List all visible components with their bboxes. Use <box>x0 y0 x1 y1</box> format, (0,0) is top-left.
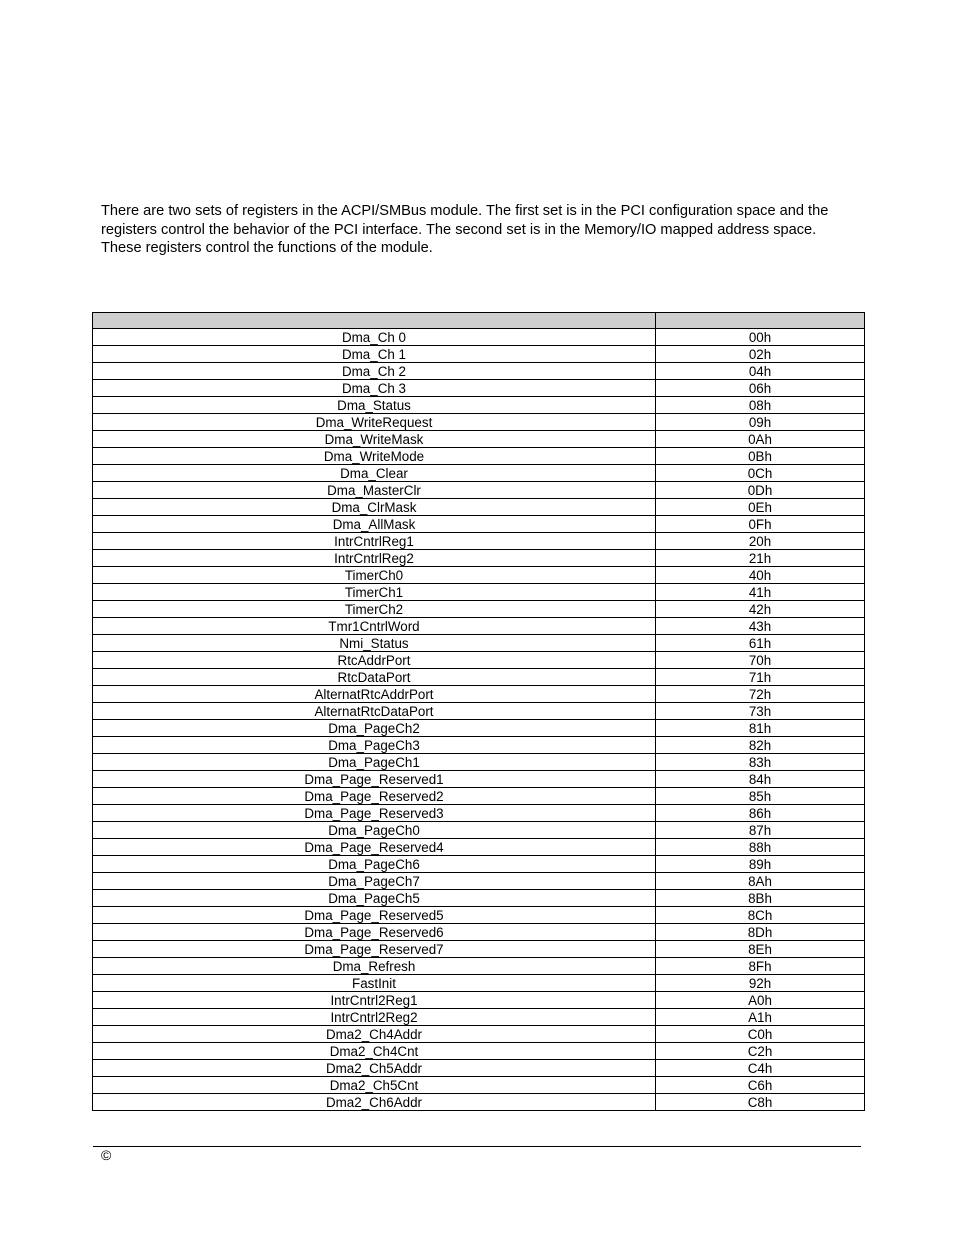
register-name-cell: Dma_Ch 2 <box>93 363 656 380</box>
register-offset-cell: 72h <box>656 686 865 703</box>
register-offset-cell: C8h <box>656 1094 865 1111</box>
table-row <box>93 703 865 720</box>
register-offset-cell: 43h <box>656 618 865 635</box>
table-row <box>93 499 865 516</box>
table-row <box>93 992 865 1009</box>
table-row <box>93 550 865 567</box>
table-row <box>93 1077 865 1094</box>
register-name-cell: TimerCh2 <box>93 601 656 618</box>
footer-divider <box>93 1146 861 1147</box>
table-row <box>93 686 865 703</box>
table-row <box>93 465 865 482</box>
table-row <box>93 601 865 618</box>
table-row <box>93 975 865 992</box>
register-name-cell: IntrCntrlReg2 <box>93 550 656 567</box>
register-offset-cell: 0Ch <box>656 465 865 482</box>
register-name-cell: RtcDataPort <box>93 669 656 686</box>
register-name-cell: Dma2_Ch6Addr <box>93 1094 656 1111</box>
register-offset-cell: 82h <box>656 737 865 754</box>
table-row <box>93 397 865 414</box>
register-offset-cell: 92h <box>656 975 865 992</box>
register-offset-cell: 41h <box>656 584 865 601</box>
register-name-cell: TimerCh1 <box>93 584 656 601</box>
table-row <box>93 754 865 771</box>
register-offset-cell: A0h <box>656 992 865 1009</box>
register-name-cell: Dma_PageCh7 <box>93 873 656 890</box>
table-row <box>93 652 865 669</box>
register-name-cell: FastInit <box>93 975 656 992</box>
table-row <box>93 720 865 737</box>
table-row <box>93 1026 865 1043</box>
register-name-cell: IntrCntrlReg1 <box>93 533 656 550</box>
register-name-cell: Dma_Page_Reserved3 <box>93 805 656 822</box>
register-offset-cell: 70h <box>656 652 865 669</box>
register-offset-cell: 0Fh <box>656 516 865 533</box>
register-offset-cell: 40h <box>656 567 865 584</box>
register-offset-cell: C6h <box>656 1077 865 1094</box>
register-offset-cell: 8Fh <box>656 958 865 975</box>
register-name-cell: Dma_Clear <box>93 465 656 482</box>
register-name-cell: IntrCntrl2Reg2 <box>93 1009 656 1026</box>
register-table <box>92 312 865 1111</box>
register-name-cell: Dma2_Ch4Cnt <box>93 1043 656 1060</box>
table-row <box>93 924 865 941</box>
register-offset-cell: 8Ch <box>656 907 865 924</box>
register-name-cell: Dma_WriteRequest <box>93 414 656 431</box>
register-name-cell: Dma_PageCh1 <box>93 754 656 771</box>
register-offset-cell: 04h <box>656 363 865 380</box>
register-offset-cell: A1h <box>656 1009 865 1026</box>
register-offset-cell: C2h <box>656 1043 865 1060</box>
register-offset-cell: 85h <box>656 788 865 805</box>
register-offset-cell: 42h <box>656 601 865 618</box>
register-offset-cell: 20h <box>656 533 865 550</box>
register-offset-cell: 8Bh <box>656 890 865 907</box>
register-name-cell: Dma_Ch 0 <box>93 329 656 346</box>
register-name-cell: Dma_Page_Reserved1 <box>93 771 656 788</box>
table-row <box>93 618 865 635</box>
register-name-cell: Dma_WriteMask <box>93 431 656 448</box>
copyright-symbol: © <box>101 1147 112 1163</box>
table-row <box>93 414 865 431</box>
register-offset-cell: 08h <box>656 397 865 414</box>
table-row <box>93 907 865 924</box>
register-offset-cell: 86h <box>656 805 865 822</box>
register-name-cell: Dma_ClrMask <box>93 499 656 516</box>
table-row <box>93 822 865 839</box>
register-name-cell: RtcAddrPort <box>93 652 656 669</box>
register-name-cell: Dma_MasterClr <box>93 482 656 499</box>
table-row <box>93 448 865 465</box>
table-row <box>93 482 865 499</box>
table-row <box>93 431 865 448</box>
register-name-cell: Dma_PageCh3 <box>93 737 656 754</box>
table-row <box>93 771 865 788</box>
header-register-name <box>93 313 656 329</box>
register-offset-cell: 88h <box>656 839 865 856</box>
register-offset-cell: 73h <box>656 703 865 720</box>
register-offset-cell: 06h <box>656 380 865 397</box>
table-row <box>93 669 865 686</box>
register-name-cell: Dma2_Ch5Addr <box>93 1060 656 1077</box>
register-name-cell: AlternatRtcDataPort <box>93 703 656 720</box>
register-name-cell: IntrCntrl2Reg1 <box>93 992 656 1009</box>
register-name-cell: Dma_AllMask <box>93 516 656 533</box>
register-offset-cell: 8Eh <box>656 941 865 958</box>
register-offset-cell: 0Ah <box>656 431 865 448</box>
register-offset-cell: 81h <box>656 720 865 737</box>
register-name-cell: AlternatRtcAddrPort <box>93 686 656 703</box>
table-row <box>93 380 865 397</box>
table-row <box>93 805 865 822</box>
table-row <box>93 584 865 601</box>
table-row <box>93 737 865 754</box>
register-name-cell: Dma2_Ch4Addr <box>93 1026 656 1043</box>
register-name-cell: Dma_PageCh6 <box>93 856 656 873</box>
register-offset-cell: 89h <box>656 856 865 873</box>
register-table-body <box>93 329 865 1111</box>
register-name-cell: Dma_WriteMode <box>93 448 656 465</box>
header-row <box>93 313 865 329</box>
table-row <box>93 567 865 584</box>
register-offset-cell: 84h <box>656 771 865 788</box>
table-row <box>93 1094 865 1111</box>
register-offset-cell: 8Dh <box>656 924 865 941</box>
table-row <box>93 958 865 975</box>
intro-paragraph: There are two sets of registers in the ACPI/SMBus module. The first set is in the PCI configuration space and the registers control the behavior of the PCI interface. The second set is in the Memory/IO mapped address space. These registers control the functions of the module. <box>101 203 829 256</box>
register-name-cell: Dma_Page_Reserved5 <box>93 907 656 924</box>
register-offset-cell: 09h <box>656 414 865 431</box>
table-row <box>93 788 865 805</box>
table-row <box>93 1060 865 1077</box>
table-row <box>93 856 865 873</box>
table-row <box>93 1043 865 1060</box>
register-name-cell: Dma_Ch 3 <box>93 380 656 397</box>
register-offset-cell: 00h <box>656 329 865 346</box>
register-name-cell: Dma_Status <box>93 397 656 414</box>
register-name-cell: Tmr1CntrlWord <box>93 618 656 635</box>
register-name-cell: Nmi_Status <box>93 635 656 652</box>
table-row <box>93 890 865 907</box>
register-name-cell: Dma_Page_Reserved7 <box>93 941 656 958</box>
table-row <box>93 941 865 958</box>
register-name-cell: Dma_Ch 1 <box>93 346 656 363</box>
register-name-cell: Dma_Page_Reserved2 <box>93 788 656 805</box>
register-name-cell: Dma_Page_Reserved6 <box>93 924 656 941</box>
register-offset-cell: 02h <box>656 346 865 363</box>
register-name-cell: Dma_PageCh5 <box>93 890 656 907</box>
table-row <box>93 839 865 856</box>
register-offset-cell: 0Eh <box>656 499 865 516</box>
table-row <box>93 873 865 890</box>
register-offset-cell: 61h <box>656 635 865 652</box>
register-name-cell: Dma_Page_Reserved4 <box>93 839 656 856</box>
register-offset-cell: 21h <box>656 550 865 567</box>
register-name-cell: Dma_PageCh2 <box>93 720 656 737</box>
register-name-cell: Dma2_Ch5Cnt <box>93 1077 656 1094</box>
register-offset-cell: 0Dh <box>656 482 865 499</box>
register-offset-cell: 71h <box>656 669 865 686</box>
table-row <box>93 635 865 652</box>
register-offset-cell: 87h <box>656 822 865 839</box>
register-offset-cell: C0h <box>656 1026 865 1043</box>
table-row <box>93 363 865 380</box>
register-offset-cell: 0Bh <box>656 448 865 465</box>
table-row <box>93 533 865 550</box>
register-table-header <box>93 313 865 329</box>
register-offset-cell: 83h <box>656 754 865 771</box>
table-row <box>93 329 865 346</box>
table-row <box>93 516 865 533</box>
register-name-cell: TimerCh0 <box>93 567 656 584</box>
header-register-offset <box>656 313 865 329</box>
table-row <box>93 1009 865 1026</box>
register-name-cell: Dma_Refresh <box>93 958 656 975</box>
register-offset-cell: C4h <box>656 1060 865 1077</box>
register-offset-cell: 8Ah <box>656 873 865 890</box>
table-row <box>93 346 865 363</box>
register-name-cell: Dma_PageCh0 <box>93 822 656 839</box>
